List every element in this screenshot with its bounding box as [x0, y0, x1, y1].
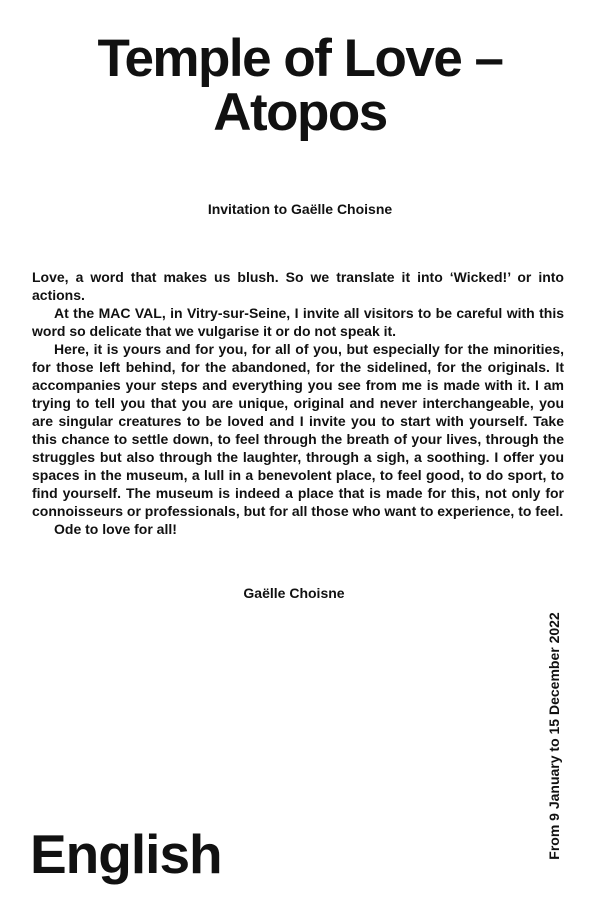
signature: Gaëlle Choisne	[243, 585, 345, 601]
exhibition-dates: From 9 January to 15 December 2022	[546, 612, 562, 860]
paragraph-intro: Love, a word that makes us blush. So we translate it into ‘Wicked!’ or into actions.	[32, 269, 564, 303]
paragraph-main: Here, it is yours and for you, for all of you, but especially for the minorities, for those left behind, for the abandoned, for the sidelined, for the originals. It accompanies your steps and everything you see from me is made with it. I am trying to tell you that you are unique, original and never interchangeable, you are singular creatures to be loved and I invite you to start with yourself. Take this chance to settle down, to feel through the breath of your lives, through the struggles but also through the laughter, through a sigh, a soothing. I offer you spaces in the museum, a lull in a benevolent place, to feel good, to do sport, to find yourself. The museum is indeed a place that is made for this, not only for connoisseurs or professionals, but for all those who want to experience, to feel.	[32, 341, 564, 519]
language-label: English	[30, 823, 222, 885]
subtitle: Invitation to Gaëlle Choisne	[207, 201, 393, 217]
page-title	[0, 29, 600, 142]
title-line-2: Atopos	[213, 83, 387, 142]
title-line-1: Temple of Love –	[97, 29, 503, 88]
body-text	[32, 268, 564, 538]
paragraph-ode: Ode to love for all!	[54, 521, 177, 537]
paragraph-mac-val: At the MAC VAL, in Vitry-sur-Seine, I invite all visitors to be careful with this word so delicate that we vulgarise it or do not speak it.	[32, 305, 564, 339]
